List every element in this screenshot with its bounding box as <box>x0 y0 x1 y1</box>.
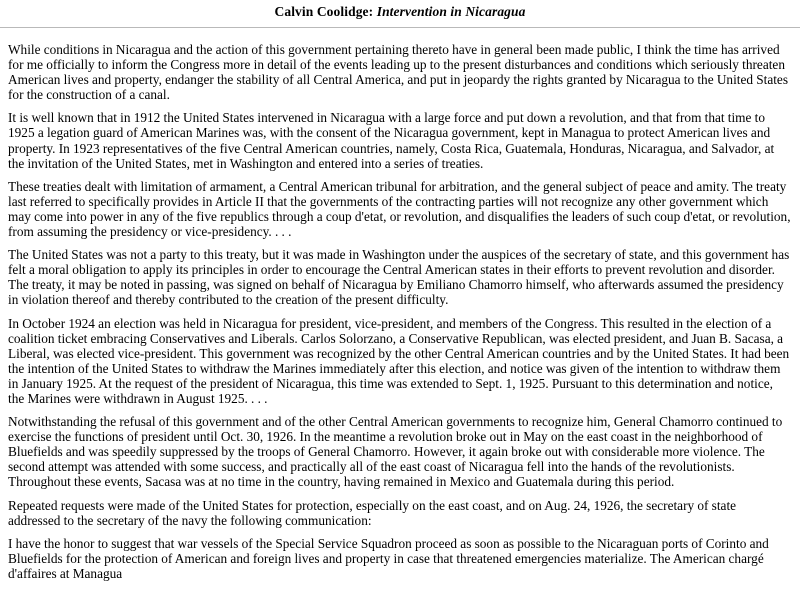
paragraph: While conditions in Nicaragua and the action of this government pertaining thereto have in general been made public, I think the time has arrived for me officially to inform the Congress more in detail of the events leading up to the present disturbances and conditions which seriously threaten American lives and property, endanger the stability of all Central America, and put in jeopardy the rights granted by Nicaragua to the United States for the construction of a canal. <box>8 42 789 103</box>
paragraph: It is well known that in 1912 the United States intervened in Nicaragua with a large force and put down a revolution, and that from that time to 1925 a legation guard of American Marines was, with the consent of the Nicaragua government, kept in Managua to protect American lives and property. In 1923 representatives of the five Central American countries, namely, Costa Rica, Guatemala, Honduras, Nicaragua, and Salvador, at the invitation of the United States, met in Washington and entered into a series of treaties. <box>8 110 775 171</box>
page-title <box>0 4 800 20</box>
paragraph: I have the honor to suggest that war vessels of the Special Service Squadron proceed as soon as possible to the Nicaraguan ports of Corinto and Bluefields for the protection of American and foreign lives and property in case that threatened emergencies materialize. The American chargé d'affaires at Managua <box>8 535 769 581</box>
paragraph: Repeated requests were made of the United States for protection, especially on the east coast, and on Aug. 24, 1926, the secretary of state addressed to the secretary of the navy the following communication: <box>8 497 737 528</box>
document-body <box>0 42 800 581</box>
title-author: Calvin Coolidge: <box>274 4 374 19</box>
title-divider <box>0 27 800 28</box>
paragraph: In October 1924 an election was held in Nicaragua for president, vice-president, and members of the Congress. This resulted in the election of a coalition ticket embracing Conservatives and Liberals. Carlos Solorzano, a Conservative Republican, was elected president, and Juan B. Sacasa, a Liberal, was elected vice-president. This government was recognized by the other Central American countries and by the United States. It had been the intention of the United States to withdraw the Marines immediately after this election, and notice was given of the intention to withdraw them in January 1925. At the request of the president of Nicaragua, this time was extended to Sept. 1, 1925. Pursuant to this determination and notice, the Marines were withdrawn in August 1925. . . . <box>8 315 790 406</box>
paragraph: These treaties dealt with limitation of armament, a Central American tribunal for arbitration, and the general subject of peace and amity. The treaty last referred to specifically provides in Article II that the governments of the contracting parties will not recognize any other government which may come into power in any of the five republics through a coup d'etat, or revolution, and disqualifies the leaders of such coup d'etat, or revolution, from assuming the presidency or vice-presidency. . . . <box>8 178 791 240</box>
paragraph: The United States was not a party to this treaty, but it was made in Washington under the auspices of the secretary of state, and this government has felt a moral obligation to apply its principles in order to encourage the Central American states in their efforts to prevent revolution and disorder. The treaty, it may be noted in passing, was signed on behalf of Nicaragua by Emiliano Chamorro himself, who afterwards assumed the presidency in violation thereof and thereby contributed to the creation of the present difficulty. <box>8 247 790 308</box>
document-page <box>0 4 800 581</box>
paragraph: Notwithstanding the refusal of this government and of the other Central American governments to recognize him, General Chamorro continued to exercise the functions of president until Oct. 30, 1926. In the meantime a revolution broke out in May on the east coast in the neighborhood of Bluefields and was speedily suppressed by the troops of General Chamorro. However, it again broke out with considerable more violence. The second attempt was attended with some success, and practically all of the east coast of Nicaragua fell into the hands of the revolutionists. Throughout these events, Sacasa was at no time in the country, having remained in Mexico and Guatemala during this period. <box>8 414 783 490</box>
title-work: Intervention in Nicaragua <box>376 4 526 19</box>
